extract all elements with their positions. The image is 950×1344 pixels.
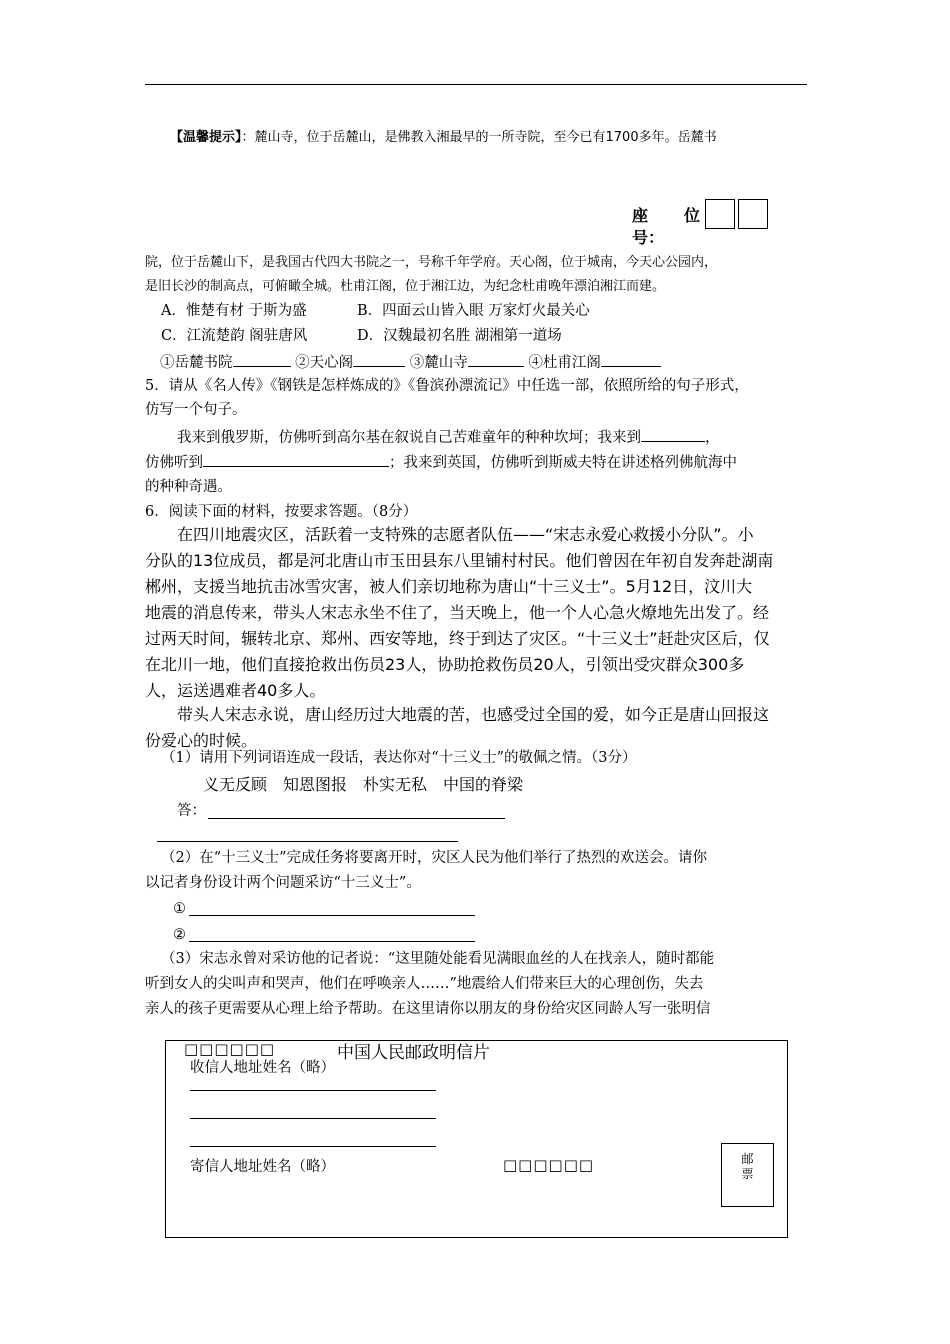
q6-sub-3-line-3: 亲人的孩子更需要从心理上给予帮助。在这里请你以朋友的身份给灾区同龄人写一张明信 xyxy=(145,1001,711,1017)
answer-line-2[interactable] xyxy=(157,841,458,842)
q6-passage-line-5: 过两天时间，辗转北京、郑州、西安等地，终于到达了灾区。“十三义士”赶赴灾区后，仅 xyxy=(145,629,770,648)
postcard-zip-boxes: □□□□□□ xyxy=(184,1040,276,1058)
stamp-char-2: 票 xyxy=(741,1167,754,1181)
seat-char-2: 位 xyxy=(684,206,701,225)
q6-stem: 6．阅读下面的材料，按要求答题。（8分） xyxy=(145,504,418,520)
interview-line-1[interactable] xyxy=(189,915,475,916)
q6-passage-line-1: 在四川地震灾区，活跃着一支特殊的志愿者队伍——“宋志永爱心救援小分队”。小 xyxy=(177,525,754,544)
q6-passage-line-2: 分队的13位成员，都是河北唐山市玉田县东八里铺村村民。他们曾因在年初自发奔赴湖南 xyxy=(145,551,774,570)
option-d: D．汉魏最初名胜 湖湘第一道场 xyxy=(357,328,562,344)
seat-char-3: 号： xyxy=(632,228,665,247)
sender-zip-boxes: □□□□□□ xyxy=(503,1156,595,1174)
q5-blank-1[interactable] xyxy=(641,425,705,442)
q5-example-2a: 仿佛听到 xyxy=(145,455,203,471)
tip-line-1 xyxy=(170,127,717,149)
q6-sub-2a: （2）在“十三义士”完成任务将要离开时，灾区人民为他们举行了热烈的欢送会。请你 xyxy=(161,850,708,866)
seat-char-1: 座 xyxy=(632,206,649,225)
recipient-label: 收信人地址姓名（略） xyxy=(190,1060,335,1076)
q5-stem-1: 5．请从《名人传》《钢铁是怎样炼成的》《鲁滨孙漂流记》中任选一部，依照所给的句子形式， xyxy=(145,378,749,394)
blank-label-2: ②天心阁 xyxy=(295,355,354,371)
option-b: B．四面云山皆入眼 万家灯火最关心 xyxy=(357,303,590,319)
interview-mark-1: ① xyxy=(173,901,186,917)
recipient-line-3[interactable] xyxy=(190,1146,436,1147)
q5-stem-2: 仿写一个句子。 xyxy=(145,402,247,418)
recipient-line-2[interactable] xyxy=(190,1118,436,1119)
q6-sub-1: （1）请用下列词语连成一段话，表达你对“十三义士”的敬佩之情。（3分） xyxy=(161,750,637,766)
blank-2[interactable] xyxy=(353,350,405,367)
q5-blank-2[interactable] xyxy=(203,450,389,467)
blank-3[interactable] xyxy=(468,350,524,367)
option-a: A．惟楚有材 于斯为盛 xyxy=(161,303,307,319)
q5-example-1b: ， xyxy=(705,430,720,446)
match-blanks-row xyxy=(160,350,661,375)
q6-sub-3-line-2: 听到女人的尖叫声和哭声，他们在呼唤亲人……”地震给人们带来巨大的心理创伤，失去 xyxy=(145,976,704,992)
q6-word-list: 义无反顾 知恩图报 朴实无私 中国的脊梁 xyxy=(203,775,524,794)
tip-label: 【温馨提示】 xyxy=(170,130,242,145)
sender-label: 寄信人地址姓名（略） xyxy=(190,1159,335,1175)
q6-passage-line-8: 带头人宋志永说，唐山经历过大地震的苦，也感受过全国的爱，如今正是唐山回报这 xyxy=(177,705,770,724)
blank-4[interactable] xyxy=(601,350,661,367)
tip-text-1: ：麓山寺，位于岳麓山，是佛教入湘最早的一所寺院，至今已有1700多年。岳麓书 xyxy=(241,130,717,145)
q6-passage-line-6: 在北川一地，他们直接抢救出伤员23人，协助抢救伤员20人，引领出受灾群众300多 xyxy=(145,655,745,674)
option-c: C．江流楚韵 阁驻唐风 xyxy=(161,328,308,344)
tip-line-3: 是旧长沙的制高点，可俯瞰全城。杜甫江阁，位于湘江边，为纪念杜甫晚年漂泊湘江而建。 xyxy=(145,279,666,294)
seat-box-2[interactable] xyxy=(738,199,768,229)
blank-label-4: ④杜甫江阁 xyxy=(528,355,601,371)
blank-1[interactable] xyxy=(233,350,291,367)
q6-passage-line-7: 人，运送遇难者40多人。 xyxy=(145,681,326,700)
q5-example-1a: 我来到俄罗斯，仿佛听到高尔基在叙说自己苦难童年的种种坎坷；我来到 xyxy=(177,430,641,446)
stamp-char-1: 邮 xyxy=(741,1152,754,1166)
q5-example-2 xyxy=(145,450,737,475)
q6-passage-line-4: 地震的消息传来，带头人宋志永坐不住了，当天晚上，他一个人心急火燎地先出发了。经 xyxy=(145,603,770,622)
recipient-line-1[interactable] xyxy=(190,1090,436,1091)
answer-line-1[interactable] xyxy=(208,818,505,819)
q6-sub-2b: 以记者身份设计两个问题采访“十三义士”。 xyxy=(145,875,421,891)
q6-passage-line-9: 份爱心的时候。 xyxy=(145,731,258,750)
interview-line-2[interactable] xyxy=(189,941,475,942)
blank-label-3: ③麓山寺 xyxy=(409,355,468,371)
q5-example-2b: ；我来到英国，仿佛听到斯威夫特在讲述格列佛航海中 xyxy=(389,455,737,471)
blank-label-1: ①岳麓书院 xyxy=(160,355,233,371)
q6-sub-3-line-1: （3）宋志永曾对采访他的记者说：“这里随处能看见满眼血丝的人在找亲人，随时都能 xyxy=(161,951,715,967)
seat-box-1[interactable] xyxy=(705,199,735,229)
q5-example-1 xyxy=(177,425,720,450)
answer-label: 答： xyxy=(177,803,206,819)
stamp-box xyxy=(721,1143,774,1207)
header-rule xyxy=(145,84,807,85)
tip-line-2: 院，位于岳麓山下，是我国古代四大书院之一，号称千年学府。天心阁，位于城南，今天心公园内， xyxy=(145,255,718,270)
interview-mark-2: ② xyxy=(173,927,186,943)
q6-passage-line-3: 郴州，支援当地抗击冰雪灾害，被人们亲切地称为唐山“十三义士”。5月12日，汶川大 xyxy=(145,577,753,596)
postcard-title: 中国人民邮政明信片 xyxy=(337,1043,490,1063)
q5-example-3: 的种种奇遇。 xyxy=(145,479,232,495)
